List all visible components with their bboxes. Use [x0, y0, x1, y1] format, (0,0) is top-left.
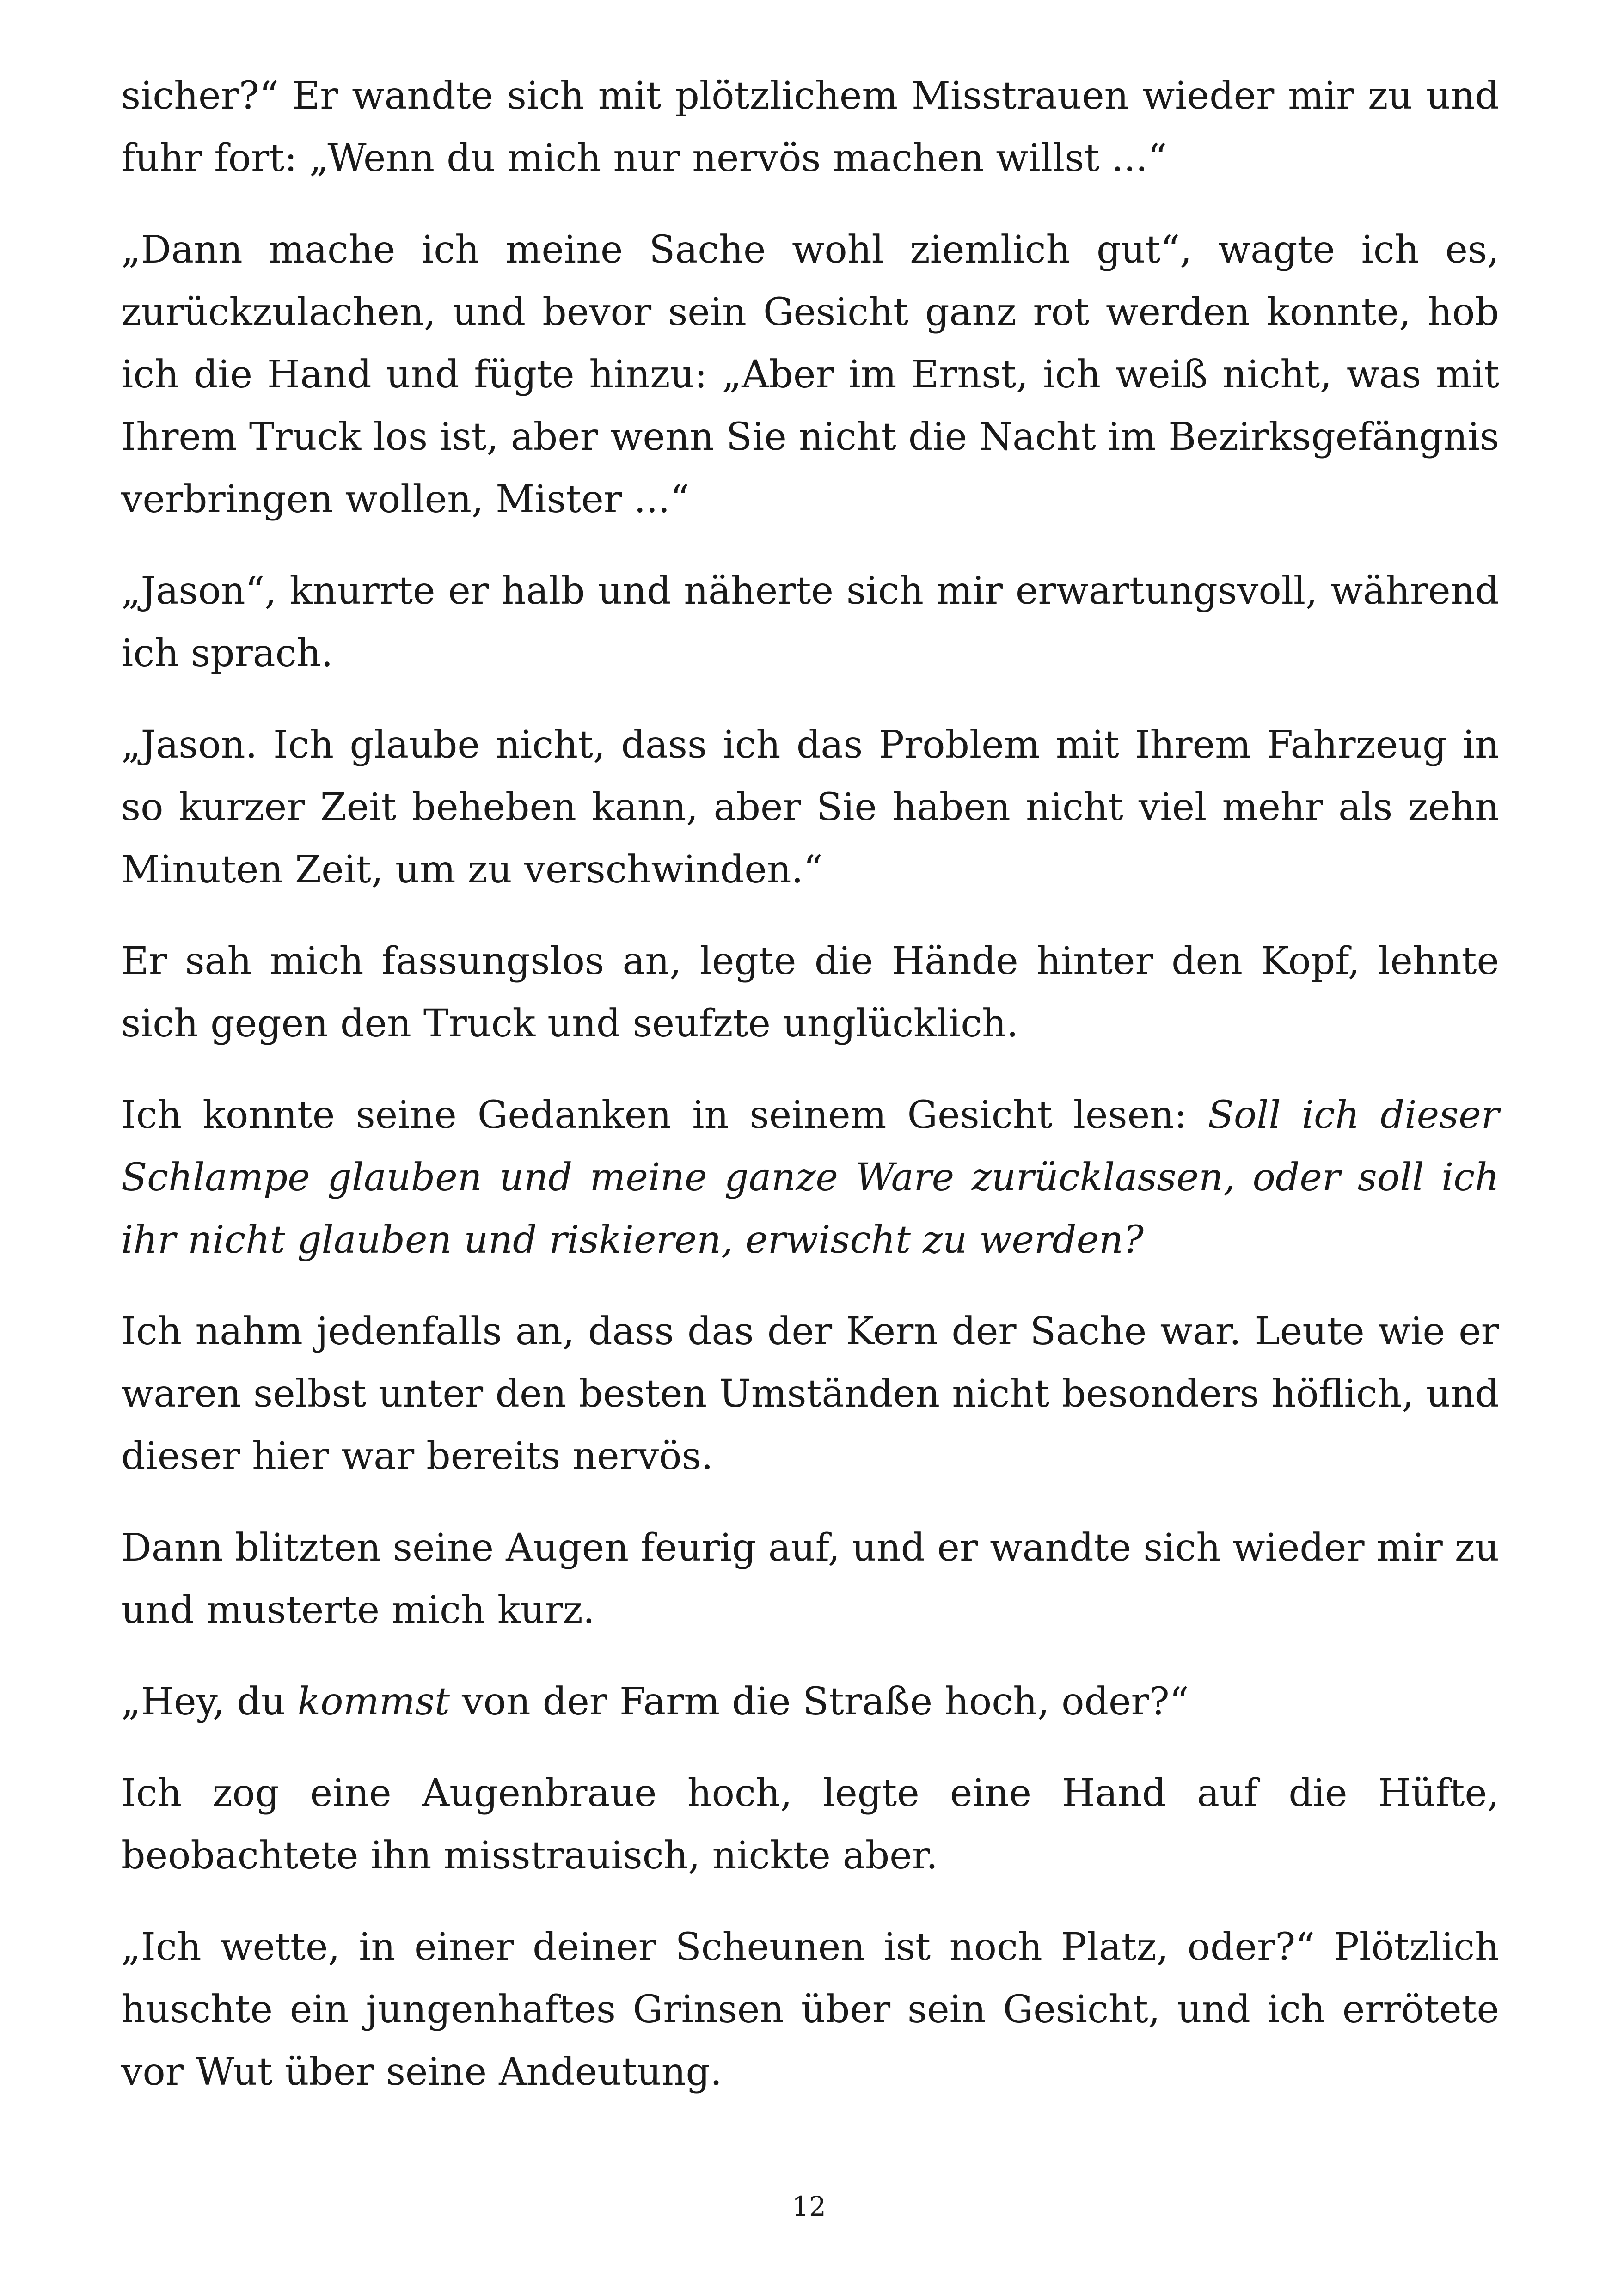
text-run: „Hey, du: [121, 1680, 298, 1724]
text-run: Ich nahm jedenfalls an, dass das der Kern der Sache war. Leute wie er waren selbst unter den besten Umständen nicht besonders höflich, und dieser hier war bereits nervös.: [121, 1310, 1499, 1478]
body-text: [121, 65, 1499, 2132]
italic-text-run: Soll ich dieser Schlampe glauben und meine ganze Ware zurücklassen, oder soll ich ihr nicht glauben und riskieren, erwischt zu werden?: [121, 1093, 1499, 1262]
paragraph: [121, 1671, 1499, 1733]
paragraph: [121, 65, 1499, 190]
paragraph: [121, 1084, 1499, 1271]
paragraph: [121, 1517, 1499, 1641]
text-run: „Dann mache ich meine Sache wohl ziemlich gut“, wagte ich es, zurückzulachen, und bevor sein Gesicht ganz rot werden konnte, hob ich die Hand und fügte hinzu: „Aber im Ernst, ich weiß nicht, was mit Ihrem Truck los ist, aber wenn Sie nicht die Nacht im Bezirksgefängnis verbringen wollen, Mister ...“: [121, 228, 1499, 521]
text-run: „Jason“, knurrte er halb und näherte sich mir erwartungsvoll, während ich sprach.: [121, 569, 1499, 675]
text-run: sicher?“ Er wandte sich mit plötzlichem Misstrauen wieder mir zu und fuhr fort: „Wenn du mich nur nervös machen willst ...“: [121, 74, 1499, 180]
paragraph: [121, 560, 1499, 685]
text-run: „Jason. Ich glaube nicht, dass ich das Problem mit Ihrem Fahrzeug in so kurzer Zeit beheben kann, aber Sie haben nicht viel mehr als zehn Minuten Zeit, um zu verschwinden.“: [121, 723, 1499, 892]
text-run: Dann blitzten seine Augen feurig auf, und er wandte sich wieder mir zu und musterte mich kurz.: [121, 1526, 1499, 1632]
paragraph: [121, 1762, 1499, 1887]
paragraph: [121, 930, 1499, 1055]
italic-text-run: kommst: [297, 1680, 450, 1724]
page-number: 12: [792, 2191, 826, 2222]
paragraph: [121, 714, 1499, 901]
paragraph: [121, 219, 1499, 531]
text-run: Ich konnte seine Gedanken in seinem Gesicht lesen:: [121, 1093, 1208, 1137]
text-run: Er sah mich fassungslos an, legte die Hände hinter den Kopf, lehnte sich gegen den Truck und seufzte unglücklich.: [121, 939, 1499, 1046]
text-run: von der Farm die Straße hoch, oder?“: [450, 1680, 1189, 1724]
text-run: Ich zog eine Augenbraue hoch, legte eine Hand auf die Hüfte, beobachtete ihn misstrauisch, nickte aber.: [121, 1771, 1499, 1878]
paragraph: [121, 1300, 1499, 1488]
paragraph: [121, 1916, 1499, 2103]
text-run: „Ich wette, in einer deiner Scheunen ist noch Platz, oder?“ Plötzlich huschte ein jungenhaftes Grinsen über sein Gesicht, und ich errötete vor Wut über seine Andeutung.: [121, 1925, 1499, 2094]
